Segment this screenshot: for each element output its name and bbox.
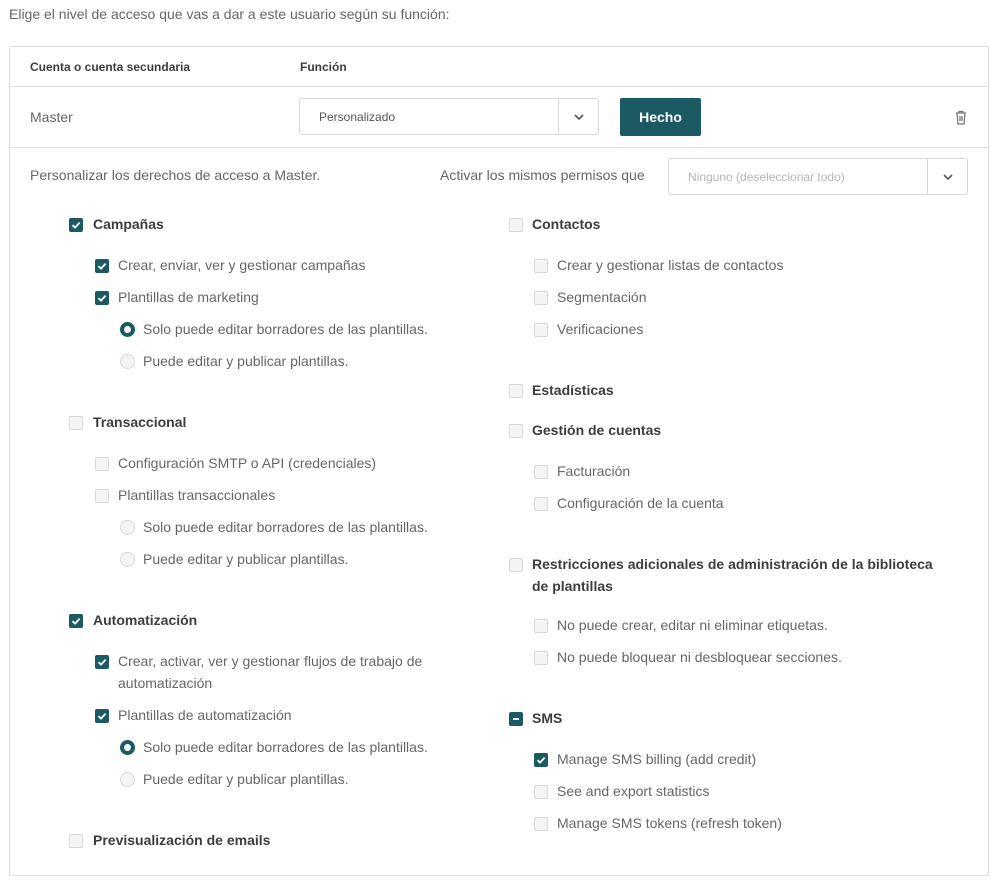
contacts-segmentation-label: Segmentación — [557, 289, 647, 305]
column-header-account: Cuenta o cuenta secundaria — [30, 60, 191, 74]
contacts-label: Contactos — [532, 216, 601, 232]
automation-templates-checkbox[interactable] — [95, 709, 109, 723]
transactional-draft-radio[interactable] — [120, 520, 135, 535]
email-preview-checkbox[interactable] — [69, 834, 83, 848]
transactional-publish-radio[interactable] — [120, 552, 135, 567]
campaigns-publish-label: Puede editar y publicar plantillas. — [143, 353, 349, 369]
contacts-verifications-label: Verificaciones — [557, 321, 644, 337]
check-icon — [96, 710, 108, 722]
automation-workflows-label: Crear, activar, ver y gestionar flujos de trabajo de automatización — [118, 653, 423, 691]
automation-draft-radio[interactable] — [120, 740, 135, 755]
role-select-value: Personalizado — [319, 110, 396, 124]
contacts-lists-checkbox[interactable] — [534, 259, 548, 273]
library-restrictions-label: Restricciones adicionales de administración de la biblioteca de plantillas — [532, 556, 933, 594]
campaigns-create-checkbox[interactable] — [95, 259, 109, 273]
check-icon — [96, 292, 108, 304]
sms-billing-label: Manage SMS billing (add credit) — [557, 751, 757, 767]
accounts-checkbox[interactable] — [509, 424, 523, 438]
sms-stats-label: See and export statistics — [557, 783, 710, 799]
same-permissions-value: Ninguno (deseleccionar todo) — [688, 170, 845, 184]
transactional-smtp-checkbox[interactable] — [95, 457, 109, 471]
intro-text: Elige el nivel de acceso que vas a dar a este usuario según su función: — [9, 6, 450, 22]
check-icon — [96, 656, 108, 668]
campaigns-draft-radio[interactable] — [120, 322, 135, 337]
statistics-label: Estadísticas — [532, 382, 614, 398]
transactional-templates-label: Plantillas transaccionales — [118, 487, 276, 503]
sms-tokens-label: Manage SMS tokens (refresh token) — [557, 815, 782, 831]
contacts-lists-label: Crear y gestionar listas de contactos — [557, 257, 784, 273]
sms-billing-checkbox[interactable] — [534, 753, 548, 767]
automation-draft-label: Solo puede editar borradores de las plantillas. — [143, 739, 428, 755]
column-header-role: Función — [300, 60, 347, 74]
trash-icon[interactable] — [954, 110, 968, 125]
transactional-templates-checkbox[interactable] — [95, 489, 109, 503]
accounts-billing-checkbox[interactable] — [534, 465, 548, 479]
select-divider — [558, 99, 559, 134]
transactional-checkbox[interactable] — [69, 416, 83, 430]
minus-icon — [510, 713, 522, 725]
sms-tokens-checkbox[interactable] — [534, 817, 548, 831]
accounts-settings-checkbox[interactable] — [534, 497, 548, 511]
campaigns-templates-label: Plantillas de marketing — [118, 289, 259, 305]
sms-label: SMS — [532, 710, 563, 726]
automation-publish-radio[interactable] — [120, 772, 135, 787]
statistics-checkbox[interactable] — [509, 384, 523, 398]
same-permissions-label: Activar los mismos permisos que — [440, 167, 645, 183]
customize-label: Personalizar los derechos de acceso a Master. — [30, 167, 321, 183]
automation-label: Automatización — [93, 612, 198, 628]
contacts-checkbox[interactable] — [509, 218, 523, 232]
transactional-smtp-label: Configuración SMTP o API (credenciales) — [118, 455, 377, 471]
automation-checkbox[interactable] — [69, 614, 83, 628]
account-name: Master — [30, 109, 73, 125]
check-icon — [70, 219, 82, 231]
library-restrictions-checkbox[interactable] — [509, 558, 523, 572]
campaigns-draft-label: Solo puede editar borradores de las plantillas. — [143, 321, 428, 337]
transactional-label: Transaccional — [93, 414, 187, 430]
table-row — [10, 87, 988, 148]
done-button[interactable]: Hecho — [620, 98, 701, 136]
campaigns-checkbox[interactable] — [69, 218, 83, 232]
campaigns-label: Campañas — [93, 216, 164, 232]
contacts-segmentation-checkbox[interactable] — [534, 291, 548, 305]
same-permissions-select[interactable] — [668, 158, 968, 195]
table-header — [10, 47, 988, 87]
library-tags-checkbox[interactable] — [534, 619, 548, 633]
automation-workflows-checkbox[interactable] — [95, 655, 109, 669]
automation-publish-label: Puede editar y publicar plantillas. — [143, 771, 349, 787]
library-tags-label: No puede crear, editar ni eliminar etiquetas. — [557, 617, 828, 633]
library-lock-checkbox[interactable] — [534, 651, 548, 665]
check-icon — [535, 754, 547, 766]
campaigns-templates-checkbox[interactable] — [95, 291, 109, 305]
transactional-publish-label: Puede editar y publicar plantillas. — [143, 551, 349, 567]
chevron-down-icon[interactable] — [941, 170, 955, 184]
chevron-down-icon[interactable] — [572, 110, 586, 124]
automation-templates-label: Plantillas de automatización — [118, 707, 292, 723]
role-select[interactable] — [299, 98, 599, 135]
accounts-settings-label: Configuración de la cuenta — [557, 495, 724, 511]
sms-stats-checkbox[interactable] — [534, 785, 548, 799]
select-divider — [927, 159, 928, 194]
campaigns-publish-radio[interactable] — [120, 354, 135, 369]
accounts-label: Gestión de cuentas — [532, 422, 662, 438]
check-icon — [96, 260, 108, 272]
transactional-draft-label: Solo puede editar borradores de las plantillas. — [143, 519, 428, 535]
sms-checkbox[interactable] — [509, 712, 523, 726]
accounts-billing-label: Facturación — [557, 463, 631, 479]
library-lock-label: No puede bloquear ni desbloquear secciones. — [557, 649, 842, 665]
email-preview-label: Previsualización de emails — [93, 832, 271, 848]
check-icon — [70, 615, 82, 627]
contacts-verifications-checkbox[interactable] — [534, 323, 548, 337]
campaigns-create-label: Crear, enviar, ver y gestionar campañas — [118, 257, 366, 273]
